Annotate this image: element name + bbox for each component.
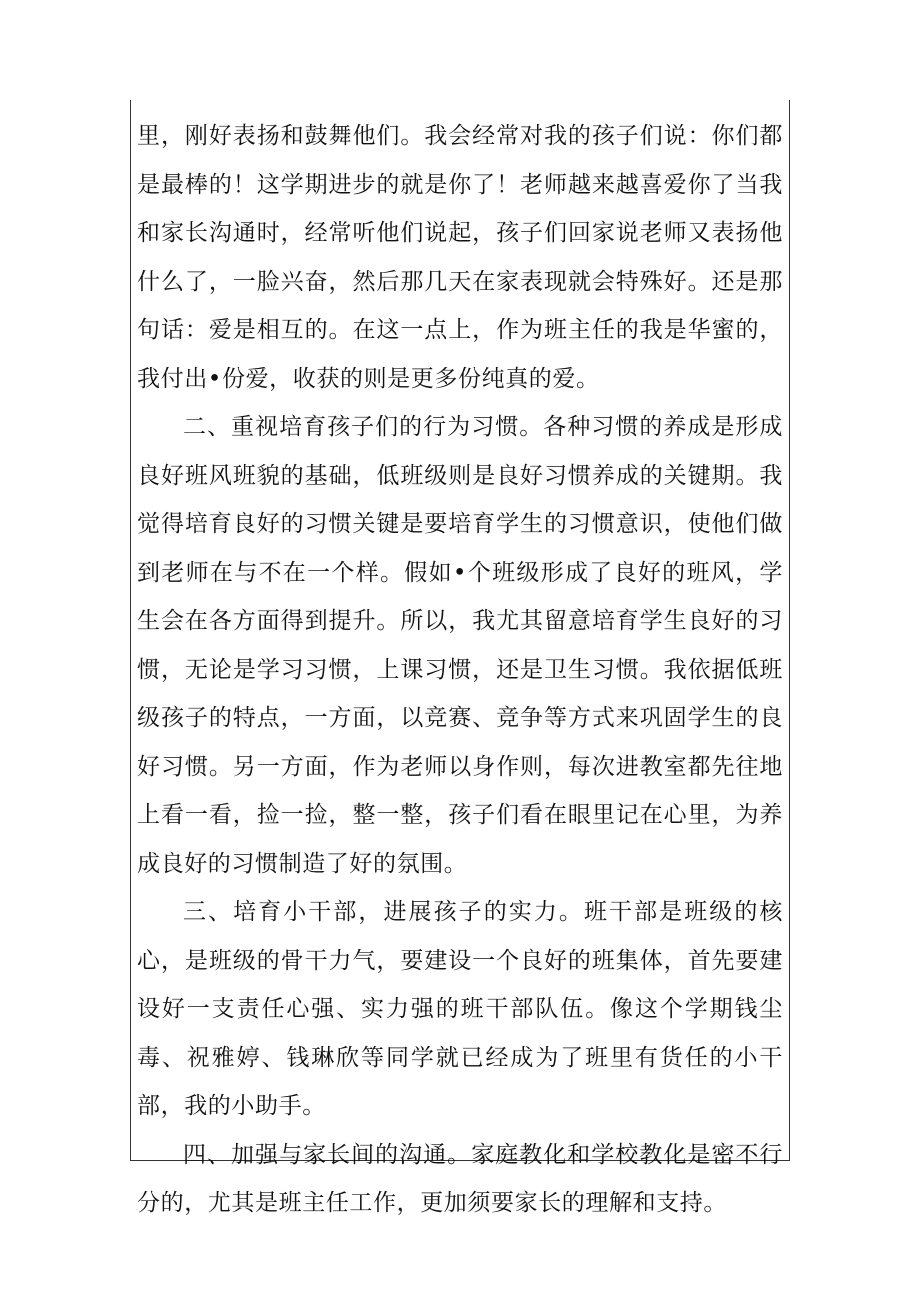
paragraph-class-leaders: 三、培育小干部，进展孩子的实力。班干部是班级的核心，是班级的骨干力气，要建设一个良好的班集体，首先要建设好一支责任心强、实力强的班干部队伍。像这个学期钱尘毒、祝雅婷、钱琳欣等同学就已经成为了班里有货任的小干部，我的小助手。 (137, 899, 783, 1119)
paragraph-behavior-habits: 二、重视培育孩子们的行为习惯。各种习惯的养成是形成良好班风班貌的基础，低班级则是良好习惯养成的关键期。我觉得培育良好的习惯关键是要培育学生的习惯意识，使他们做到老师在与不在一个样。假如•个班级形成了良好的班风，学生会在各方面得到提升。所以，我尤其留意培育学生良好的习惯，无论是学习习惯，上课习惯，还是卫生习惯。我依据低班级孩子的特点，一方面，以竞赛、竞争等方式来巩固学生的良好习惯。另一方面，作为老师以身作则，每次进教室都先往地上看一看，捡一捡，整一整，孩子们看在眼里记在心里，为养成良好的习惯制造了好的氛围。 (137, 414, 783, 877)
paragraph-parent-communication: 四、加强与家长间的沟通。家庭教化和学校教化是密不行分的，尤其是班主任工作，更加须要家长的理解和支持。 (137, 1141, 783, 1216)
document-body (137, 112, 783, 1228)
paragraph-continuation: 里，刚好表扬和鼓舞他们。我会经常对我的孩子们说：你们都是最棒的！这学期进步的就是你了！老师越来越喜爱你了当我和家长沟通时，经常听他们说起，孩子们回家说老师又表扬他什么了，一脸兴奋，然后那几天在家表现就会特殊好。还是那句话：爱是相互的。在这一点上，作为班主任的我是华蜜的，我付出•份爱，收获的则是更多份纯真的爱。 (137, 123, 783, 392)
document-table-cell (130, 100, 790, 1216)
